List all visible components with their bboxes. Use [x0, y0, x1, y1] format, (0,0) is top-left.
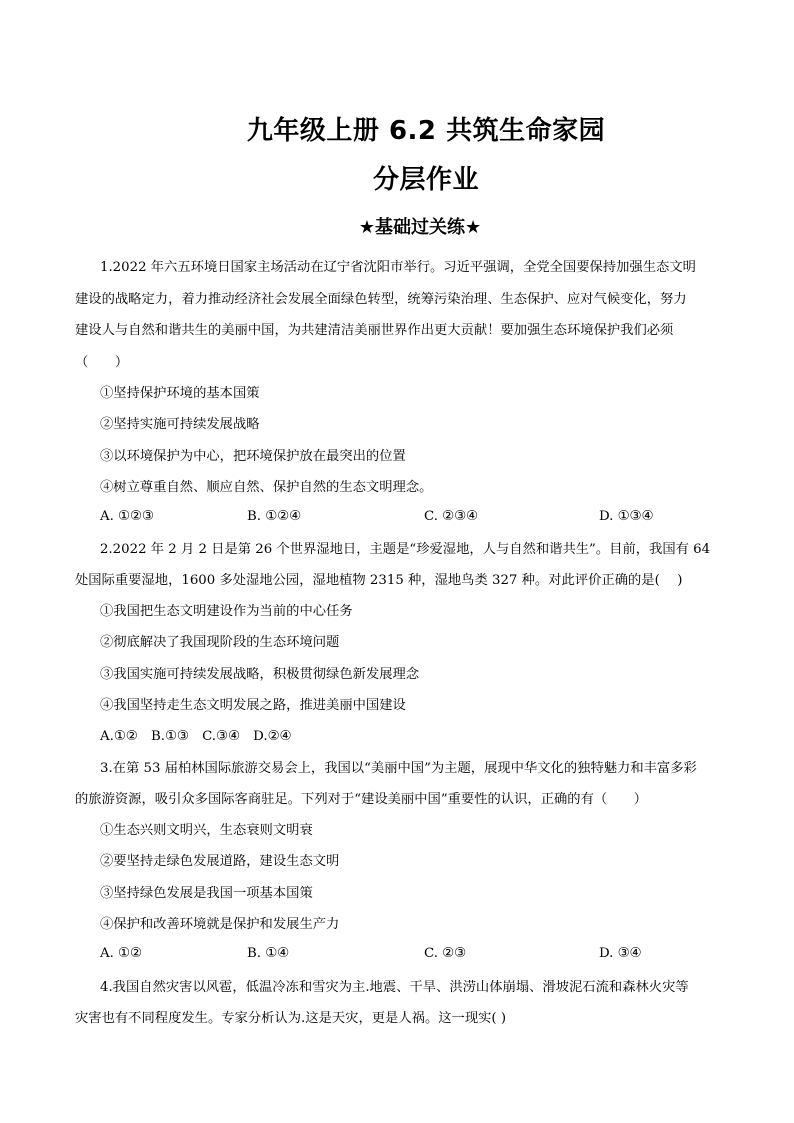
q3-option-d: D. ③④ — [599, 946, 642, 961]
q1-stem-line-4: （ ） — [75, 355, 129, 370]
q3-item-1: ①生态兴则文明兴，生态衰则文明衰 — [100, 823, 313, 838]
q1-item-2: ②坚持实施可持续发展战略 — [100, 417, 260, 432]
q3-item-4: ④保护和改善环境就是保护和发展生产力 — [100, 917, 340, 932]
q1-option-c: C. ②③④ — [424, 509, 478, 524]
q3-stem-line-1: 3.在第 53 届柏林国际旅游交易会上，我国以“美丽中国”为主题，展现中华文化的独特魅力和丰富多彩 — [100, 761, 697, 776]
q3-item-3: ③坚持绿色发展是我国一项基本国策 — [100, 886, 313, 901]
q3-option-c: C. ②③ — [424, 946, 466, 961]
q1-option-d: D. ①③④ — [599, 509, 654, 524]
q2-item-1: ①我国把生态文明建设作为当前的中心任务 — [100, 604, 353, 619]
q1-item-3: ③以环境保护为中心，把环境保护放在最突出的位置 — [100, 449, 406, 464]
q1-stem-line-1: 1.2022 年六五环境日国家主场活动在辽宁省沈阳市举行。习近平强调，全党全国要保持加强生态文明 — [100, 260, 696, 275]
q2-item-4: ④我国坚持走生态文明发展之路，推进美丽中国建设 — [100, 698, 406, 713]
q1-option-a: A. ①②③ — [100, 509, 154, 524]
document-title: 九年级上册 6.2 共筑生命家园 — [246, 116, 606, 146]
q2-item-3: ③我国实施可持续发展战略，积极贯彻绿色新发展理念 — [100, 667, 420, 682]
q2-options: A.①② B.①③ C.③④ D.②④ — [100, 729, 292, 744]
q1-stem-line-3: 建设人与自然和谐共生的美丽中国，为共建清洁美丽世界作出更大贡献！要加强生态环境保护我们必须 — [75, 323, 674, 338]
q3-stem-line-2: 的旅游资源，吸引众多国际客商驻足。下列对于“建设美丽中国”重要性的认识，正确的有（ ） — [75, 792, 648, 807]
q1-item-4: ④树立尊重自然、顺应自然、保护自然的生态文明理念。 — [100, 480, 433, 495]
q4-stem-line-1: 4.我国自然灾害以风雹，低温冷冻和雪灾为主.地震、干旱、洪涝山体崩塌、滑坡泥石流和森林火灾等 — [100, 980, 689, 995]
q2-stem-line-1: 2.2022 年 2 月 2 日是第 26 个世界湿地日，主题是“珍爱湿地，人与自然和谐共生”。目前，我国有 64 — [100, 542, 711, 557]
q1-option-b: B. ①②④ — [247, 509, 301, 524]
q2-item-2: ②彻底解决了我国现阶段的生态环境问题 — [100, 635, 340, 650]
document-subtitle: 分层作业 — [372, 165, 479, 195]
q2-stem-line-2: 处国际重要湿地，1600 多处湿地公园，湿地植物 2315 种，湿地鸟类 327 种。对此评价正确的是( ) — [75, 573, 683, 588]
q1-stem-line-2: 建设的战略定力，着力推动经济社会发展全面绿色转型，统筹污染治理、生态保护、应对气候变化，努力 — [75, 292, 687, 307]
q1-item-1: ①坚持保护环境的基本国策 — [100, 386, 260, 401]
q3-option-a: A. ①② — [100, 946, 142, 961]
q3-option-b: B. ①④ — [247, 946, 290, 961]
q3-item-2: ②要坚持走绿色发展道路，建设生态文明 — [100, 854, 340, 869]
q4-stem-line-2: 灾害也有不同程度发生。专家分析认为.这是天灾，更是人祸。这一现实( ) — [75, 1011, 507, 1026]
section-heading: ★基础过关练★ — [358, 217, 482, 238]
